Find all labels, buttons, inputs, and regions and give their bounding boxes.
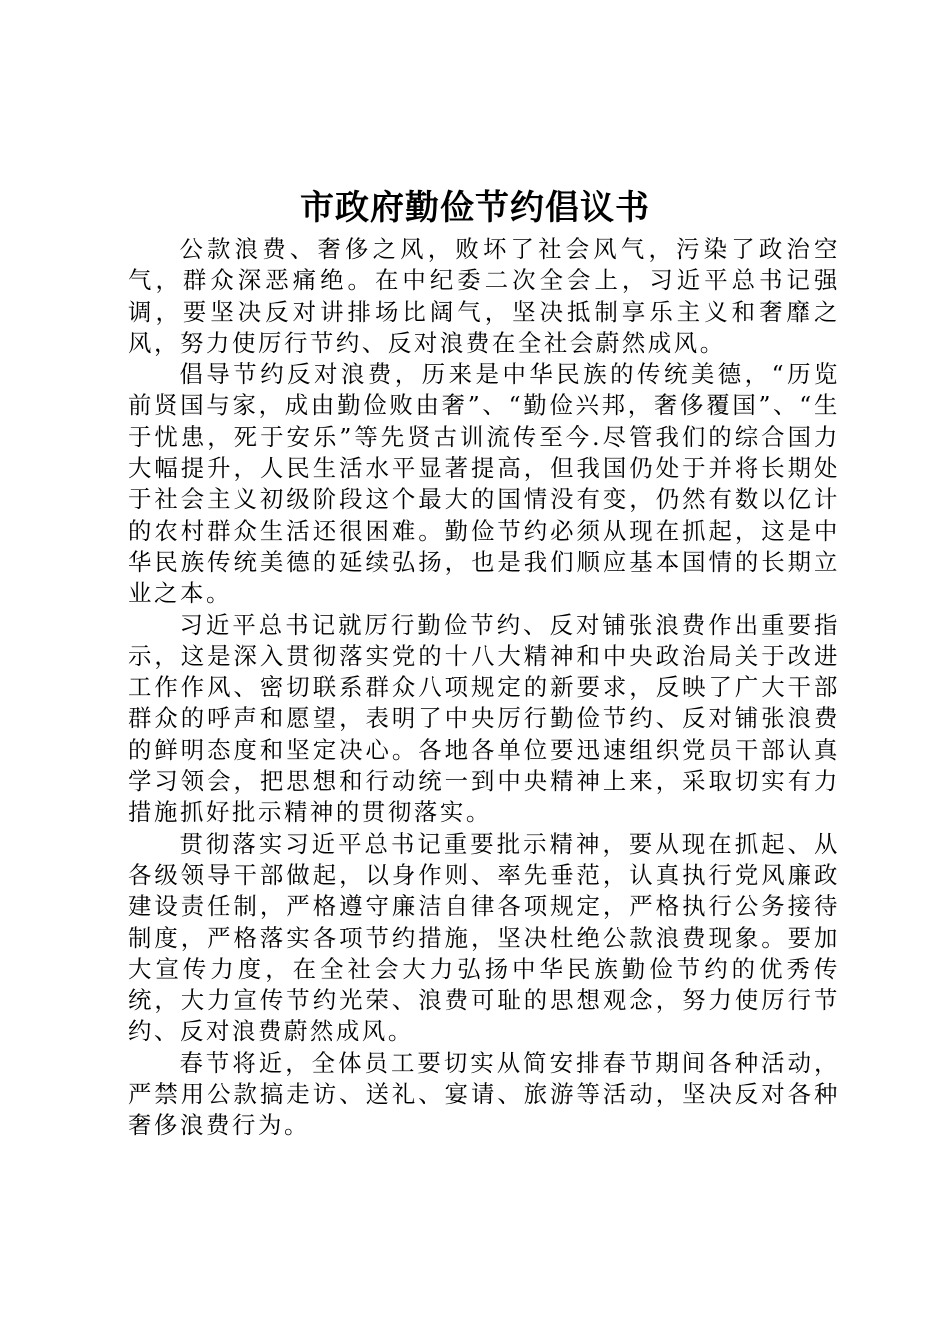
paragraph-3: 习近平总书记就厉行勤俭节约、反对铺张浪费作出重要指示，这是深入贯彻落实党的十八大精神和中央政治局关于改进工作作风、密切联系群众八项规定的新要求，反映了广大干部群众的呼声和愿望，表明了中央厉行勤俭节约、反对铺张浪费的鲜明态度和坚定决心。各地各单位要迅速组织党员干部认真学习领会，把思想和行动统一到中央精神上来，采取切实有力措施抓好批示精神的贯彻落实。 xyxy=(128,610,840,827)
document-title: 市政府勤俭节约倡议书 xyxy=(300,188,650,228)
document-body xyxy=(128,234,840,1142)
paragraph-1: 公款浪费、奢侈之风，败坏了社会风气，污染了政治空气，群众深恶痛绝。在中纪委二次全会上，习近平总书记强调，要坚决反对讲排场比阔气，坚决抵制享乐主义和奢靡之风，努力使厉行节约、反对浪费在全社会蔚然成风。 xyxy=(128,235,840,357)
paragraph-5: 春节将近，全体员工要切实从简安排春节期间各种活动，严禁用公款搞走访、送礼、宴请、旅游等活动，坚决反对各种奢侈浪费行为。 xyxy=(128,1048,840,1140)
paragraph-4: 贯彻落实习近平总书记重要批示精神，要从现在抓起、从各级领导干部做起，以身作则、率先垂范，认真执行党风廉政建设责任制，严格遵守廉洁自律各项规定，严格执行公务接待制度，严格落实各项节约措施，坚决杜绝公款浪费现象。要加大宣传力度，在全社会大力弘扬中华民族勤俭节约的优秀传统，大力宣传节约光荣、浪费可耻的思想观念，努力使厉行节约、反对浪费蔚然成风。 xyxy=(128,829,840,1046)
paragraph-2: 倡导节约反对浪费，历来是中华民族的传统美德，“历览前贤国与家，成由勤俭败由奢”、“勤俭兴邦，奢侈覆国”、“生于忧患，死于安乐”等先贤古训流传至今.尽管我们的综合国力大幅提升，人民生活水平显著提高，但我国仍处于并将长期处于社会主义初级阶段这个最大的国情没有变，仍然有数以亿计的农村群众生活还很困难。勤俭节约必须从现在抓起，这是中华民族传统美德的延续弘扬，也是我们顺应基本国情的长期立业之本。 xyxy=(128,360,840,608)
